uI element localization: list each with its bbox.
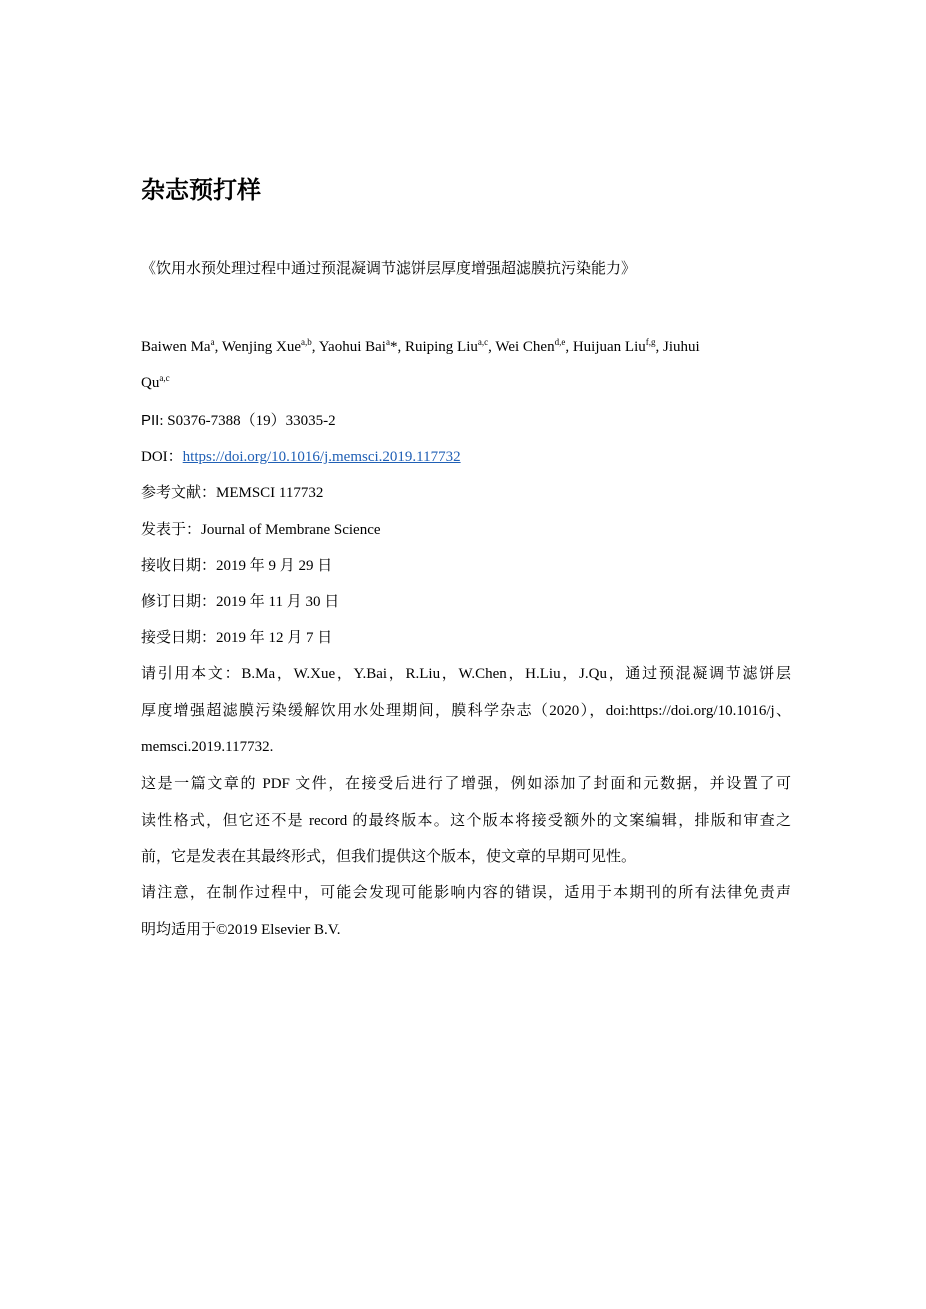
author-name: Yaohui Bai	[318, 339, 386, 355]
author-name: Ruiping Liu	[404, 339, 478, 355]
author-name: Huijuan Liu	[572, 339, 646, 355]
article-title: 《饮用水预处理过程中通过预混凝调节滤饼层厚度增强超滤膜抗污染能力》	[141, 261, 637, 277]
author-separator: ,	[565, 339, 573, 355]
received-date: 接收日期：2019 年 9 月 29 日	[141, 558, 333, 574]
page-title: 杂志预打样	[141, 176, 261, 204]
citation-line: memsci.2019.117732.	[141, 739, 274, 755]
citation-line: 厚度增强超滤膜污染缓解饮用水处理期间，膜科学杂志（2020），doi:https://doi.org/10.1016/j、	[141, 702, 791, 719]
doi-link[interactable]: https://doi.org/10.1016/j.memsci.2019.117732	[182, 449, 461, 465]
accepted-date: 接受日期：2019 年 12 月 7 日	[141, 630, 333, 646]
pii-label: PII	[141, 412, 160, 429]
author-affiliation: a,b	[301, 337, 312, 347]
author-affiliation: f,g	[645, 337, 656, 347]
citation-paragraph	[141, 656, 791, 766]
author-affiliation: a	[210, 337, 215, 347]
author-separator: ,	[311, 339, 319, 355]
doi-label: DOI：	[141, 449, 183, 465]
author-name: Qu	[141, 375, 160, 391]
doi-line	[141, 446, 461, 468]
author-affiliation: a,c	[477, 337, 489, 347]
disclaimer-line: 明均适用于©2019 Elsevier B.V.	[141, 921, 341, 938]
author-separator: *,	[389, 339, 405, 355]
published-in-line: 发表于：Journal of Membrane Science	[141, 522, 381, 538]
revised-date: 修订日期：2019 年 11 月 30 日	[141, 594, 340, 610]
author-affiliation: a	[385, 337, 390, 347]
author-name: Jiuhui	[662, 339, 700, 355]
author-list-continued	[141, 372, 170, 394]
author-name: Wenjing Xue	[221, 339, 302, 355]
author-name: Wei Chen	[495, 339, 555, 355]
author-list	[141, 336, 700, 358]
pii-value: : S0376-7388（19）33035-2	[159, 413, 336, 429]
author-name: Baiwen Ma	[141, 339, 211, 355]
notice-line: 前，它是发表在其最终形式，但我们提供这个版本，使文章的早期可见性。	[141, 849, 637, 865]
pii-line	[141, 410, 336, 432]
disclaimer-line: 请注意，在制作过程中，可能会发现可能影响内容的错误，适用于本期刊的所有法律免责声	[141, 885, 791, 901]
notice-line: 读性格式，但它还不是 record 的最终版本。这个版本将接受额外的文案编辑，排版和审查之	[141, 812, 791, 829]
notice-line: 这是一篇文章的 PDF 文件，在接受后进行了增强，例如添加了封面和元数据，并设置了可	[141, 776, 791, 792]
author-affiliation: a,c	[159, 373, 170, 383]
author-separator: ,	[488, 339, 496, 355]
reference-line: 参考文献：MEMSCI 117732	[141, 485, 324, 501]
notice-paragraph	[141, 766, 791, 876]
disclaimer-paragraph	[141, 875, 791, 948]
citation-line: 请引用本文：B.Ma，W.Xue，Y.Bai，R.Liu，W.Chen，H.Liu，J.Qu，通过预混凝调节滤饼层	[141, 666, 791, 682]
author-affiliation: d,e	[554, 337, 566, 347]
author-separator: ,	[214, 339, 222, 355]
author-separator: ,	[655, 339, 663, 355]
